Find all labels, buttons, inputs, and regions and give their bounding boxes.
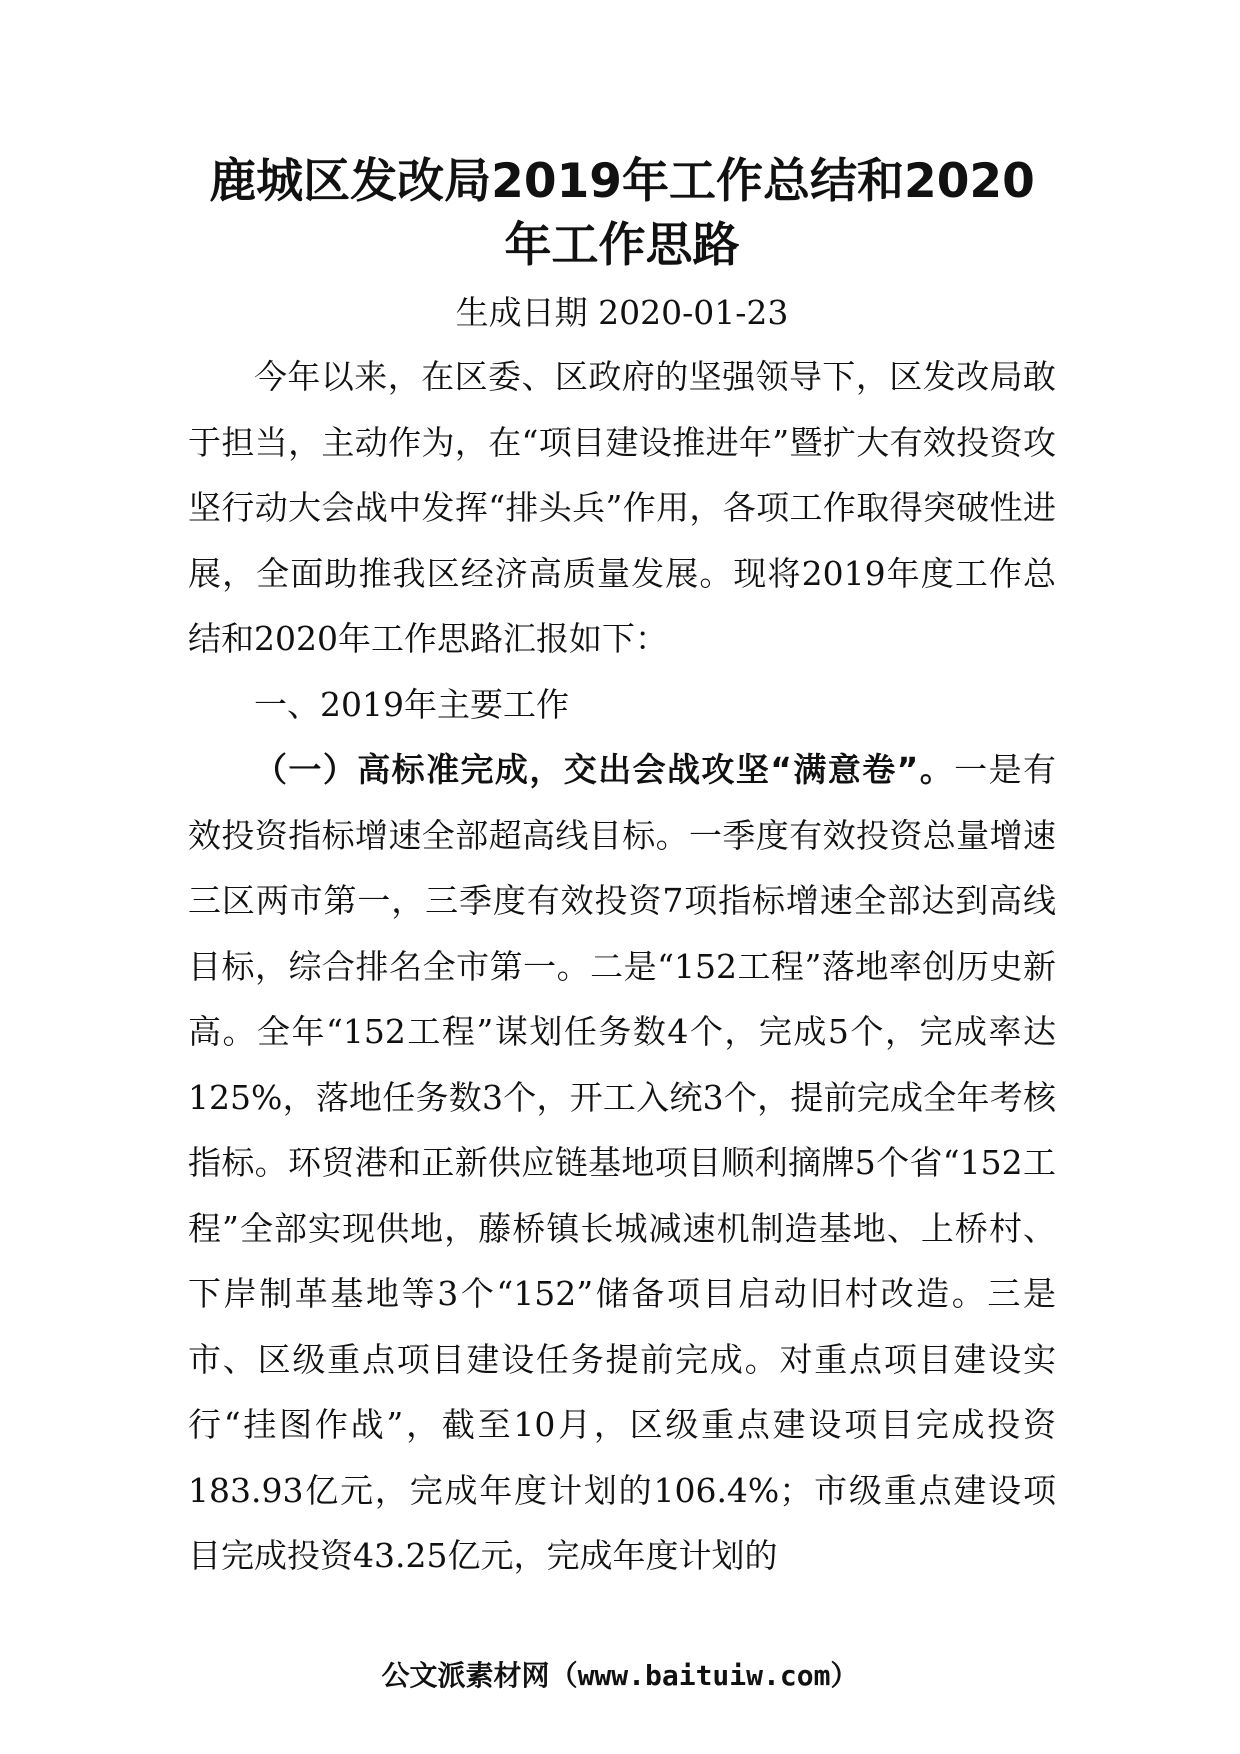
generation-date: 生成日期 2020-01-23	[455, 293, 789, 332]
document-title: 鹿城区发改局2019年工作总结和2020年工作思路	[209, 154, 1035, 273]
footer-watermark	[0, 1656, 1240, 1696]
document-page	[188, 150, 1056, 1589]
footer-site-name: 公文派素材网	[381, 1659, 550, 1692]
subsection-title: （一）高标准完成，交出会战攻坚“满意卷”。	[254, 750, 955, 789]
subsection-body: 一是有效投资指标增速全部超高线目标。一季度有效投资总量增速三区两市第一，三季度有效投资7项指标增速全部达到高线目标，综合排名全市第一。二是“152工程”落地率创历史新高。全年“152工程”谋划任务数4个，完成5个，完成率达125%，落地任务数3个，开工入统3个，提前完成全年考核指标。环贸港和正新供应链基地项目顺利摘牌5个省“152工程”全部实现供地，藤桥镇长城减速机制造基地、上桥村、下岸制革基地等3个“152”储备项目启动旧村改造。三是市、区级重点项目建设任务提前完成。对重点项目建设实行“挂图作战”，截至10月，区级重点建设项目完成投资183.93亿元，完成年度计划的106.4%；市级重点建设项目完成投资43.25亿元，完成年度计划的	[188, 750, 1056, 1575]
footer-url: （www.baituiw.com）	[549, 1659, 859, 1692]
subsection-paragraph	[188, 737, 1056, 1589]
section-heading: 一、2019年主要工作	[254, 684, 569, 724]
intro-paragraph: 今年以来，在区委、区政府的坚强领导下，区发改局敢于担当，主动作为，在“项目建设推进年”暨扩大有效投资攻坚行动大会战中发挥“排头兵”作用，各项工作取得突破性进展，全面助推我区经济高质量发展。现将2019年度工作总结和2020年工作思路汇报如下：	[188, 357, 1056, 658]
